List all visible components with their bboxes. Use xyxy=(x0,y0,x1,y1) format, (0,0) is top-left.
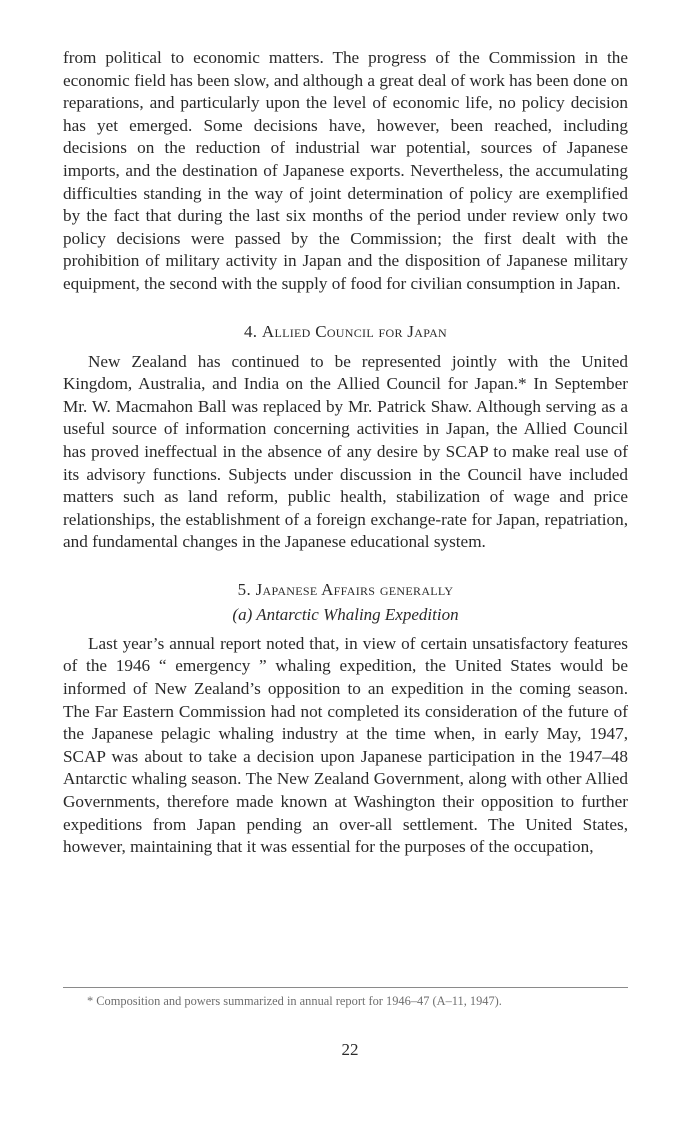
section-5a-label: (a) xyxy=(232,604,253,624)
section-5-title: Japanese Affairs generally xyxy=(255,579,454,599)
section-5a-title: Antarctic Whaling Expedition xyxy=(256,604,459,624)
section-4-title: Allied Council for Japan xyxy=(261,321,447,341)
page-number: 22 xyxy=(341,1040,359,1059)
section-5a-subheading xyxy=(63,604,628,626)
section-5-heading xyxy=(63,579,628,601)
section-4-paragraph: New Zealand has continued to be represented jointly with the United Kingdom, Australia, and India on the Allied Council for Japan.* In September Mr. W. Macmahon Ball was replaced by Mr. Patrick Shaw. Although serving as a useful source of information concerning activities in Japan, the Allied Council has proved ineffectual in the absence of any desire by SCAP to make real use of its advisory functions. Subjects under discussion in the Council have included matters such as land reform, public health, stabilization of wage and price relationships, the establishment of a foreign exchange-rate for Japan, repatriation, and fundamental changes in the Japanese educational system. xyxy=(63,351,628,552)
footnote-divider xyxy=(63,987,628,988)
section-5-paragraph: Last year’s annual report noted that, in view of certain unsatisfactory features of the 1946 “ emergency ” whaling expedition, the United States would be informed of New Zealand’s opposition to an expedition in the coming season. The Far Eastern Commission had not completed its consideration of the future of the Japanese pelagic whaling industry at the time when, in early May, 1947, SCAP was about to take a decision upon Japanese participation in the 1947–48 Antarctic whaling season. The New Zealand Government, along with other Allied Governments, therefore made known at Washington their opposition to further expeditions from Japan pending an over-all settlement. The United States, however, maintaining that it was essential for the purposes of the occupation, xyxy=(63,633,628,857)
page-body xyxy=(63,47,628,859)
section-4-heading xyxy=(63,321,628,343)
section-5-number: 5. xyxy=(237,579,252,599)
intro-paragraph: from political to economic matters. The progress of the Commission in the economic field has been slow, and although a great deal of work has been done on reparations, and particularly upon the level of economic life, no policy decision has yet emerged. Some decisions have, however, been reached, including decisions on the reduction of industrial war potential, sources of Japanese imports, and the destination of Japanese exports. Nevertheless, the accumulating difficulties standing in the way of joint determination of policy are exemplified by the fact that during the last six months of the period under review only two policy decisions were passed by the Commission; the first dealt with the prohibition of military activity in Japan and the disposition of Japanese military equipment, the second with the supply of food for civilian consumption in Japan. xyxy=(63,48,628,293)
footnote: * Composition and powers summarized in annual report for 1946–47 (A–11, 1947). xyxy=(87,994,502,1008)
section-4-number: 4. xyxy=(244,321,258,341)
